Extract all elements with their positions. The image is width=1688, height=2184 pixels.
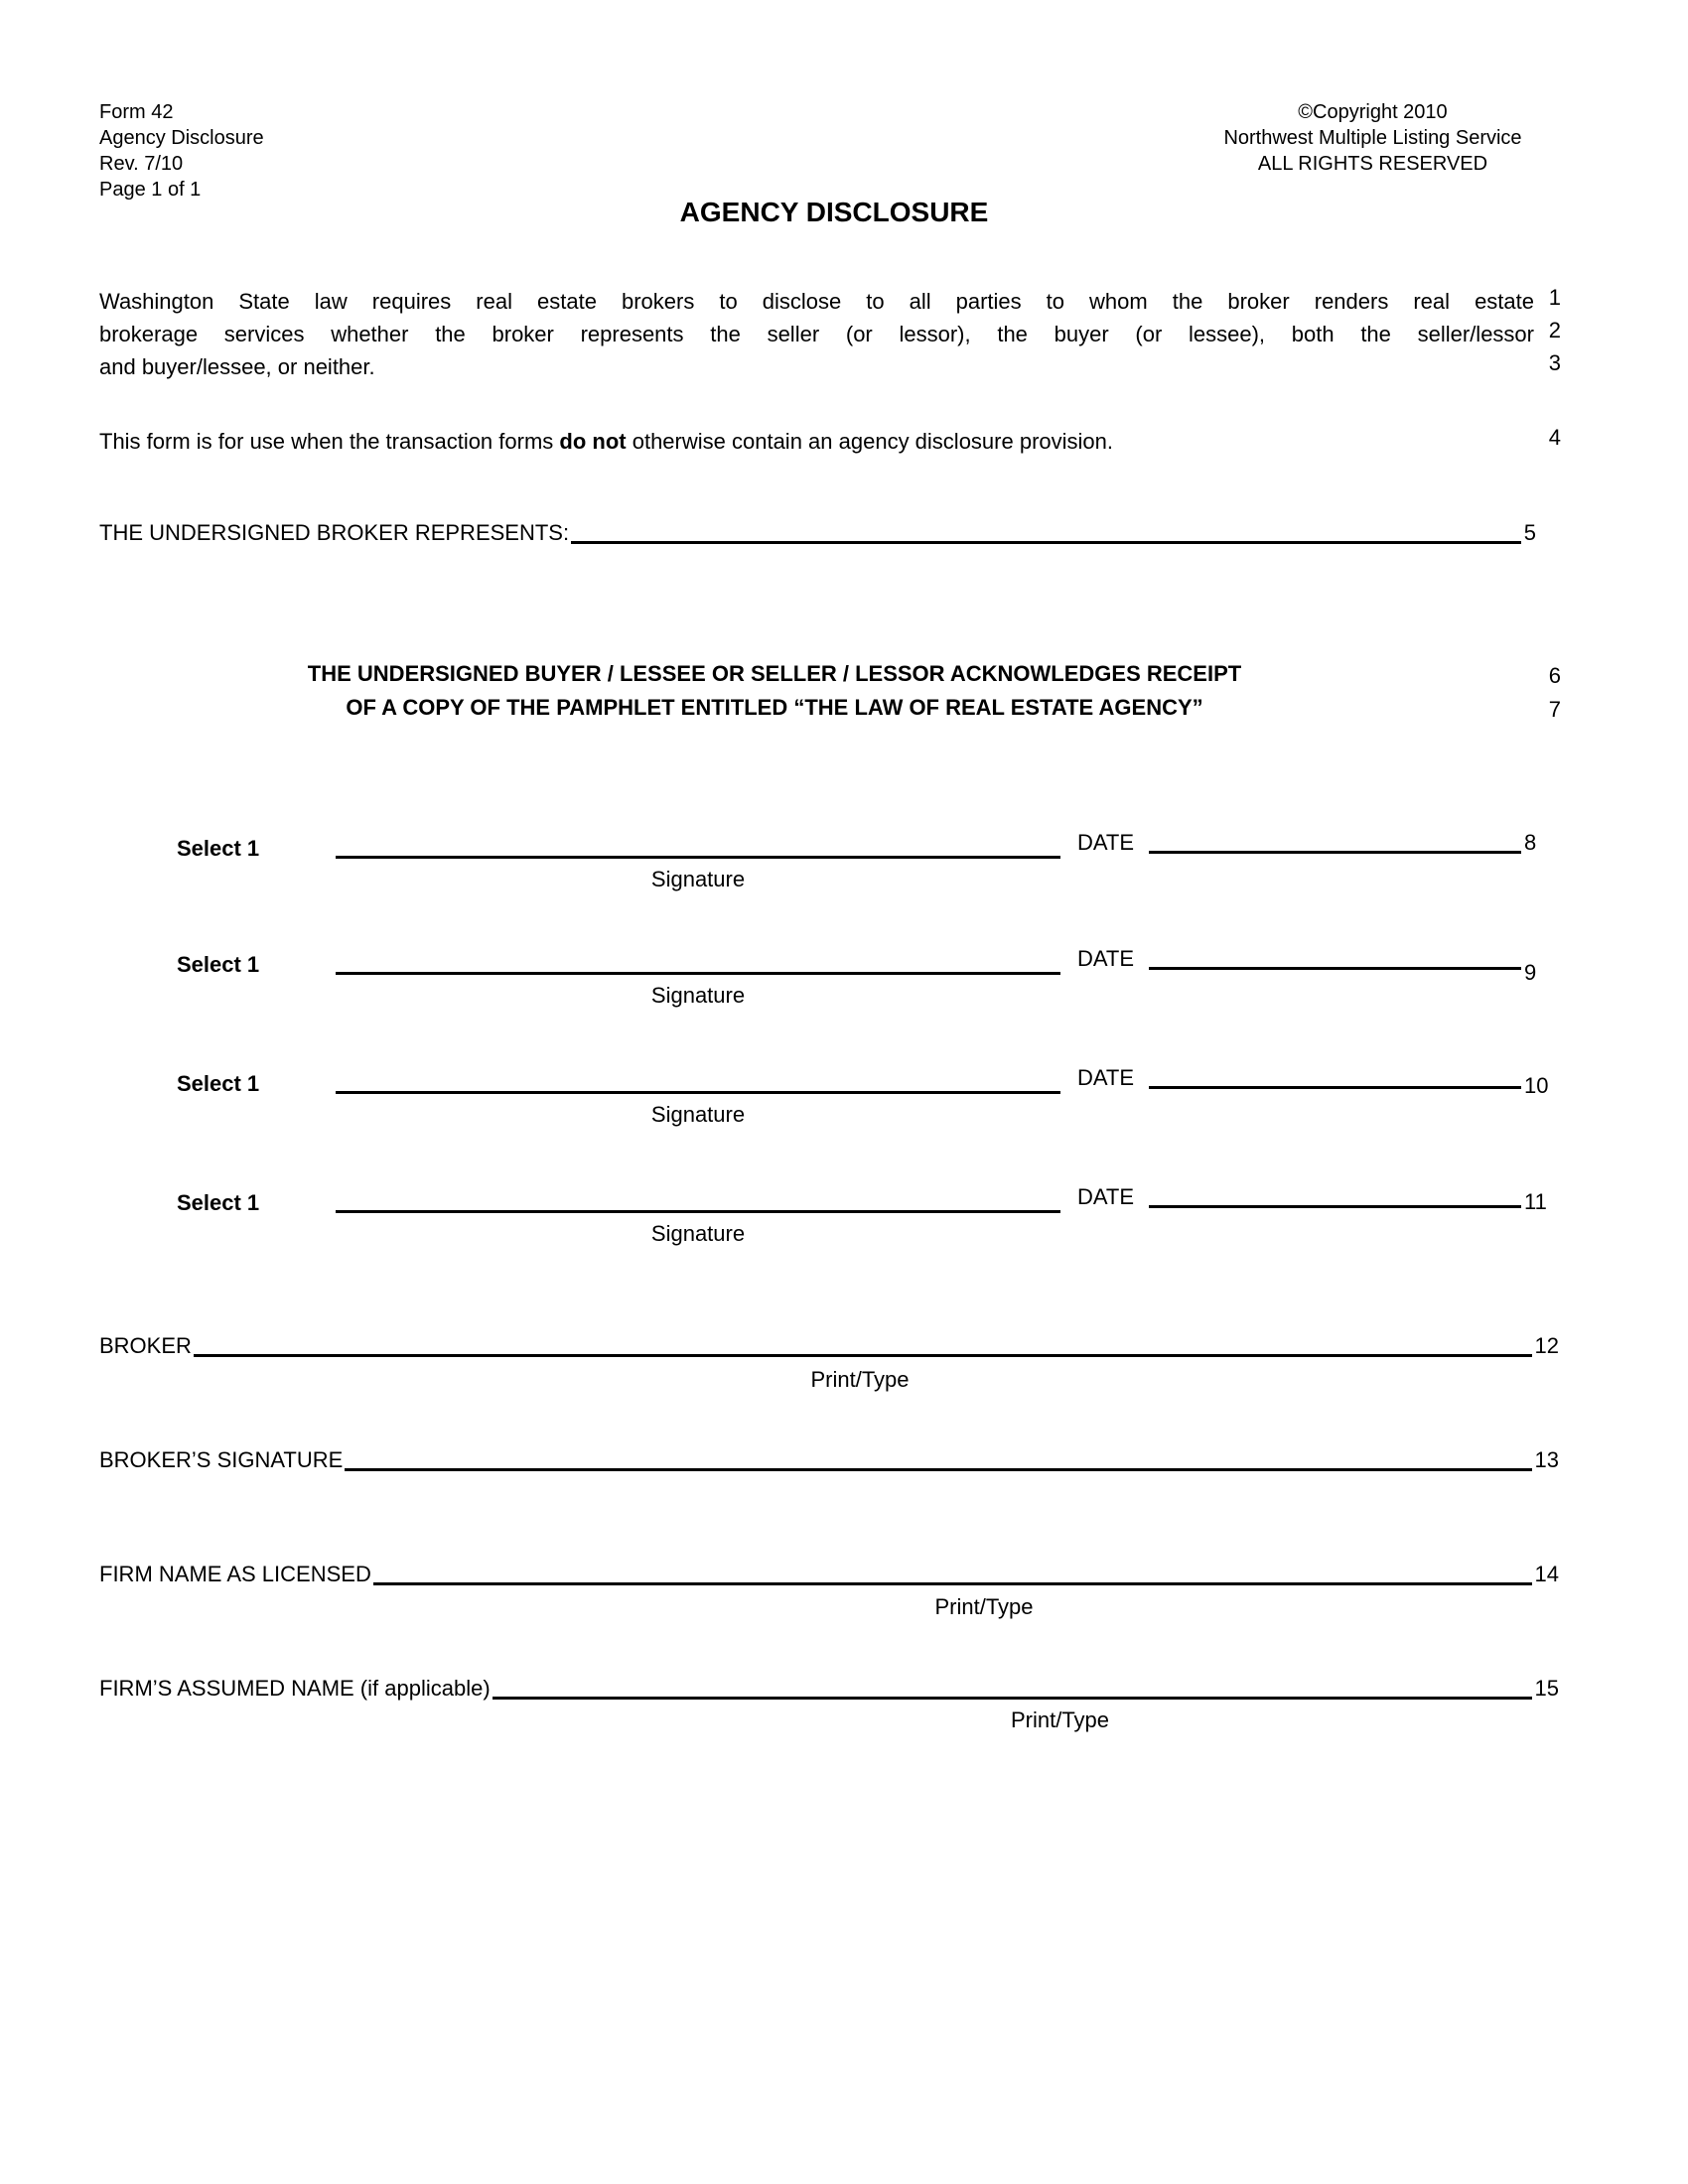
form-use-text-after: otherwise contain an agency disclosure provision. [626,429,1113,454]
signature-caption: Signature [650,867,746,891]
broker-represents-label: THE UNDERSIGNED BROKER REPRESENTS: [99,520,570,545]
date-label: DATE [1077,946,1135,971]
firm-name-row [99,1562,1559,1587]
header-right [1196,99,1549,177]
form-use-text-before: This form is for use when the transaction forms [99,429,560,454]
date-label: DATE [1077,1065,1135,1090]
firm-assumed-name-row [99,1676,1559,1702]
line-number: 4 [1548,425,1561,450]
line-number: 6 [1548,663,1561,688]
firm-assumed-name-input-line[interactable] [492,1687,1532,1700]
select-1-dropdown[interactable]: Select 1 [177,836,260,861]
broker-row [99,1333,1559,1359]
form-revision: Rev. 7/10 [99,153,184,175]
receipt-heading-line-1: THE UNDERSIGNED BUYER / LESSEE OR SELLER / LESSOR ACKNOWLEDGES RECEIPT [307,661,1242,686]
broker-label: BROKER [99,1333,192,1358]
brokers-signature-label: BROKER’S SIGNATURE [99,1447,344,1472]
print-type-caption: Print/Type [810,1367,910,1392]
signature-input-line[interactable] [336,1184,1060,1213]
line-number: 15 [1534,1676,1559,1701]
line-number: 14 [1534,1562,1559,1586]
broker-represents-row [99,520,1536,546]
receipt-heading-line-2: OF A COPY OF THE PAMPHLET ENTITLED “THE LAW OF REAL ESTATE AGENCY” [346,695,1203,720]
form-use-text-bold: do not [559,429,627,454]
signature-row [99,1065,1559,1145]
signature-row [99,946,1559,1025]
brokers-signature-row [99,1447,1559,1473]
line-number: 7 [1548,697,1561,722]
form-use-line [99,425,1534,458]
print-type-caption: Print/Type [934,1594,1034,1619]
signature-caption: Signature [650,1221,746,1246]
line-number: 11 [1524,1189,1547,1214]
signature-caption: Signature [650,983,746,1008]
select-1-dropdown[interactable]: Select 1 [177,1071,260,1096]
date-input-line[interactable] [1149,946,1521,970]
firm-assumed-name-label: FIRM’S ASSUMED NAME (if applicable) [99,1676,491,1701]
header-left [99,99,264,203]
line-number: 10 [1524,1073,1549,1098]
line-number: 8 [1524,830,1537,855]
page-title: AGENCY DISCLOSURE [679,197,989,227]
date-label: DATE [1077,830,1135,855]
signature-input-line[interactable] [336,946,1060,975]
date-input-line[interactable] [1149,1184,1521,1208]
line-number: 1 [1548,285,1561,310]
form-number: Form 42 [99,101,174,123]
line-number: 12 [1534,1333,1559,1358]
broker-input-line[interactable] [194,1344,1532,1357]
select-1-dropdown[interactable]: Select 1 [177,1190,260,1215]
line-number: 9 [1524,960,1537,985]
line-number: 5 [1523,520,1536,545]
print-type-caption: Print/Type [1010,1707,1110,1732]
form-page-count: Page 1 of 1 [99,179,202,201]
firm-name-label: FIRM NAME AS LICENSED [99,1562,371,1586]
signature-row [99,830,1559,909]
intro-line-3: and buyer/lessee, or neither. [99,354,375,379]
line-number: 3 [1548,350,1561,375]
rights-line: ALL RIGHTS RESERVED [1257,153,1488,175]
firm-name-input-line[interactable] [373,1572,1532,1585]
broker-represents-input-line[interactable] [571,531,1521,544]
copyright-line: ©Copyright 2010 [1298,101,1448,123]
form-name: Agency Disclosure [99,127,264,149]
org-name: Northwest Multiple Listing Service [1223,127,1522,149]
date-input-line[interactable] [1149,830,1521,854]
intro-line-1: Washington State law requires real estate brokers to disclose to all parties to whom the broker renders real estate [99,289,1534,314]
signature-caption: Signature [650,1102,746,1127]
line-number: 2 [1548,318,1561,342]
date-input-line[interactable] [1149,1065,1521,1089]
date-label: DATE [1077,1184,1135,1209]
line-number: 13 [1534,1447,1559,1472]
select-1-dropdown[interactable]: Select 1 [177,952,260,977]
signature-input-line[interactable] [336,830,1060,859]
brokers-signature-input-line[interactable] [345,1458,1531,1471]
intro-line-2: brokerage services whether the broker represents the seller (or lessor), the buyer (or lessee), both the seller/lessor [99,322,1534,346]
signature-row [99,1184,1559,1264]
signature-input-line[interactable] [336,1065,1060,1094]
